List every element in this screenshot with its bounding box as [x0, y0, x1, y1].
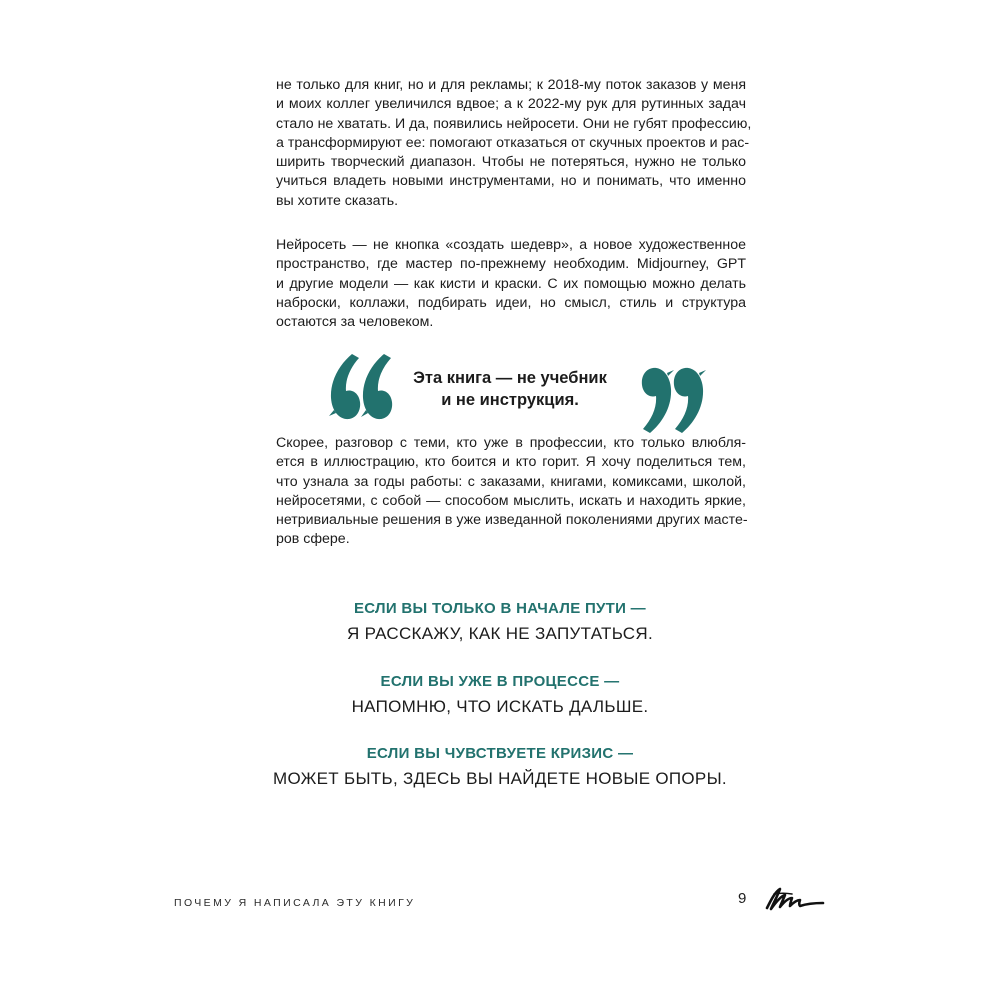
callout-lead: ЕСЛИ ВЫ ТОЛЬКО В НАЧАЛЕ ПУТИ —	[353, 600, 646, 617]
pull-quote	[360, 367, 660, 411]
callout-in-process	[0, 670, 1000, 720]
paragraph-line: наброски, коллажи, подбирать идеи, но смысл, стиль и структура	[276, 294, 746, 311]
paragraph-line: Скорее, разговор с теми, кто уже в профессии, кто только влюбля-	[276, 435, 746, 451]
close-quote-icon	[638, 362, 708, 437]
running-footer-title: ПОЧЕМУ Я НАПИСАЛА ЭТУ КНИГУ	[174, 897, 416, 909]
callout-follow: МОЖЕТ БЫТЬ, ЗДЕСЬ ВЫ НАЙДЕТЕ НОВЫЕ ОПОРЫ.	[273, 769, 727, 788]
pull-quote-line-1: Эта книга — не учебник	[413, 369, 607, 387]
paragraph-line: и моих коллег увеличился вдвое; а к 2022-му рук для рутинных задач	[276, 96, 746, 113]
paragraph-line: пространство, где мастер по-прежнему необходим. Midjourney, GPT	[276, 256, 746, 273]
paragraph-line: а трансформируют ее: помогают отказаться от скучных проектов и рас-	[276, 134, 750, 151]
callout-beginning	[0, 597, 1000, 647]
paragraph-1	[276, 76, 752, 211]
paragraph-line: вы хотите сказать.	[276, 192, 399, 209]
paragraph-line: остаются за человеком.	[276, 314, 434, 331]
callout-lead: ЕСЛИ ВЫ ЧУВСТВУЕТЕ КРИЗИС —	[366, 745, 634, 762]
paragraph-line: нейросетями, с собой — способом мыслить, искать и находить яркие,	[276, 492, 746, 509]
paragraph-2	[276, 236, 746, 332]
callout-follow: НАПОМНЮ, ЧТО ИСКАТЬ ДАЛЬШЕ.	[351, 697, 649, 716]
paragraph-line: Нейросеть — не кнопка «создать шедевр», а новое художественное	[276, 237, 746, 253]
callout-follow: Я РАССКАЖУ, КАК НЕ ЗАПУТАТЬСЯ.	[347, 624, 653, 643]
paragraph-line: и другие модели — как кисти и краски. С их помощью можно делать	[276, 275, 746, 292]
paragraph-line: стало не хватать. И да, появились нейросети. Они не губят профессию,	[276, 115, 752, 132]
paragraph-3	[276, 434, 746, 550]
paragraph-line: нетривиальные решения в уже изведанной поколениями других масте-	[276, 512, 748, 529]
paragraph-line: учиться владеть новыми инструментами, но и понимать, что именно	[276, 173, 746, 190]
signature-icon	[764, 886, 826, 912]
callout-crisis	[0, 742, 1000, 792]
paragraph-line: ется в иллюстрацию, кто боится и кто горит. Я хочу поделиться тем,	[276, 454, 746, 471]
paragraph-line: ров сфере.	[276, 531, 350, 548]
page-number: 9	[738, 890, 747, 907]
paragraph-line: ширить творческий диапазон. Чтобы не потеряться, нужно не только	[276, 154, 746, 171]
pull-quote-line-2: и не инструкция.	[441, 391, 579, 409]
paragraph-line: что узнала за годы работы: с заказами, книгами, комиксами, школой,	[276, 473, 746, 490]
callout-lead: ЕСЛИ ВЫ УЖЕ В ПРОЦЕССЕ —	[380, 673, 620, 690]
paragraph-line: не только для книг, но и для рекламы; к 2018-му поток заказов у меня	[276, 77, 746, 93]
